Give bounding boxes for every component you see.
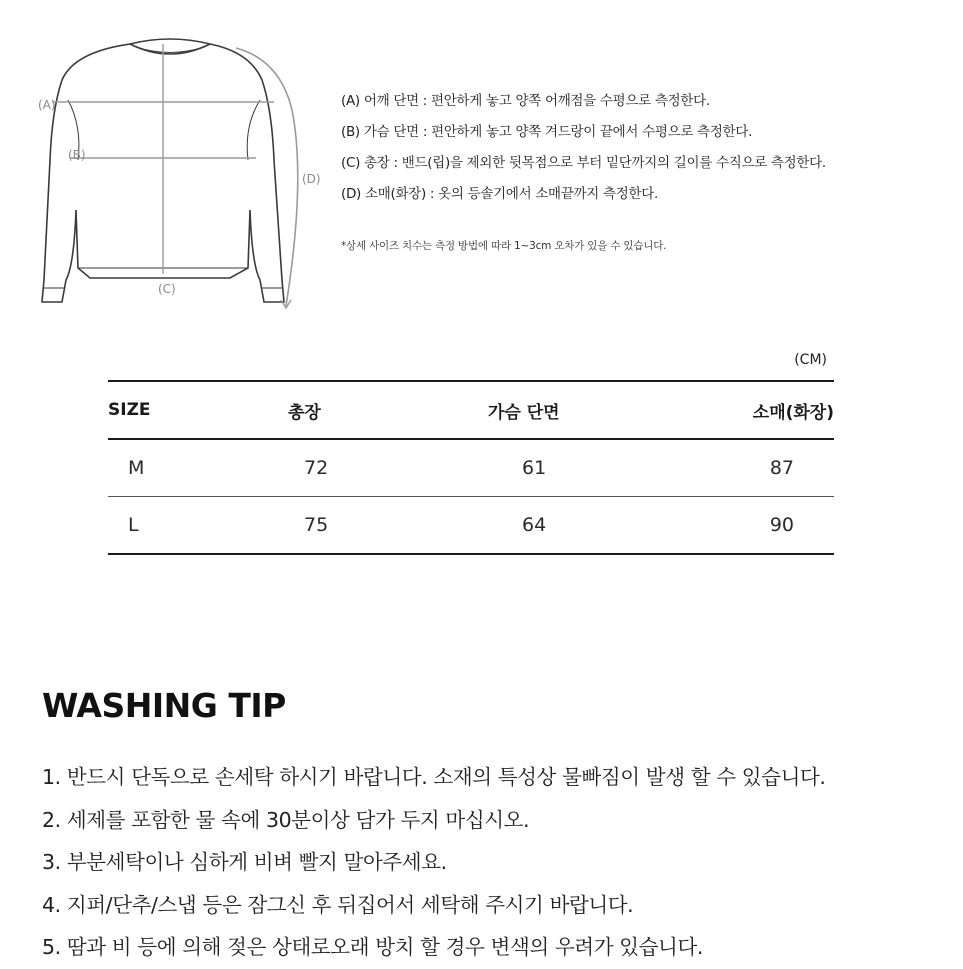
header-length: 총장	[288, 402, 321, 423]
note-d: (D) 소매(화장) : 옷의 등솔기에서 소매끝까지 측정한다.	[341, 186, 658, 202]
label-d: (D)	[302, 172, 321, 186]
cell-chest: 61	[522, 457, 547, 479]
measure-line-d	[236, 48, 298, 306]
washing-tip-title: WASHING TIP	[42, 686, 286, 725]
header-size: SIZE	[108, 400, 151, 420]
cell-size: M	[128, 457, 145, 479]
table-header-row	[108, 380, 834, 440]
washing-tips-list	[42, 756, 826, 969]
cell-sleeve: 90	[769, 514, 794, 536]
cell-chest: 64	[522, 514, 547, 536]
sweatshirt-measurement-diagram	[30, 30, 350, 320]
cell-size: L	[128, 514, 139, 536]
size-table	[108, 380, 834, 555]
list-item: 4. 지퍼/단추/스냅 등은 잠그신 후 뒤집어서 세탁해 주시기 바랍니다.	[42, 892, 634, 917]
table-row	[108, 497, 834, 555]
unit-label: (CM)	[794, 352, 827, 368]
label-b: (B)	[68, 148, 86, 162]
table-row	[108, 440, 834, 497]
list-item: 5. 땀과 비 등에 의해 젖은 상태로오래 방치 할 경우 변색의 우려가 있습니다.	[42, 935, 703, 959]
cell-length: 75	[304, 514, 329, 536]
note-c: (C) 총장 : 밴드(립)을 제외한 뒷목점으로 부터 밑단까지의 길이를 수직으로 측정한다.	[341, 155, 826, 171]
measurement-notes	[341, 86, 951, 210]
list-item: 3. 부분세탁이나 심하게 비벼 빨지 말아주세요.	[42, 850, 447, 874]
neck-rib	[136, 47, 204, 53]
header-chest: 가슴 단면	[488, 402, 560, 423]
label-c: (C)	[158, 282, 176, 296]
list-item: 1. 반드시 단독으로 손세탁 하시기 바랍니다. 소재의 특성상 물빠짐이 발생 할 수 있습니다.	[42, 765, 826, 789]
right-armhole-seam	[247, 100, 260, 160]
measurement-footnote: *상세 사이즈 치수는 측정 방법에 따라 1~3cm 오차가 있을 수 있습니다.	[341, 240, 667, 252]
header-sleeve: 소매(화장)	[752, 402, 834, 423]
label-a: (A)	[38, 98, 56, 112]
note-b: (B) 가슴 단면 : 편안하게 놓고 양쪽 겨드랑이 끝에서 수평으로 측정한다.	[341, 124, 753, 140]
list-item: 2. 세제를 포함한 물 속에 30분이상 담가 두지 마십시오.	[42, 807, 530, 832]
note-a: (A) 어깨 단면 : 편안하게 놓고 양쪽 어깨점을 수평으로 측정한다.	[341, 93, 710, 109]
cell-sleeve: 87	[769, 457, 794, 479]
cell-length: 72	[304, 457, 329, 479]
